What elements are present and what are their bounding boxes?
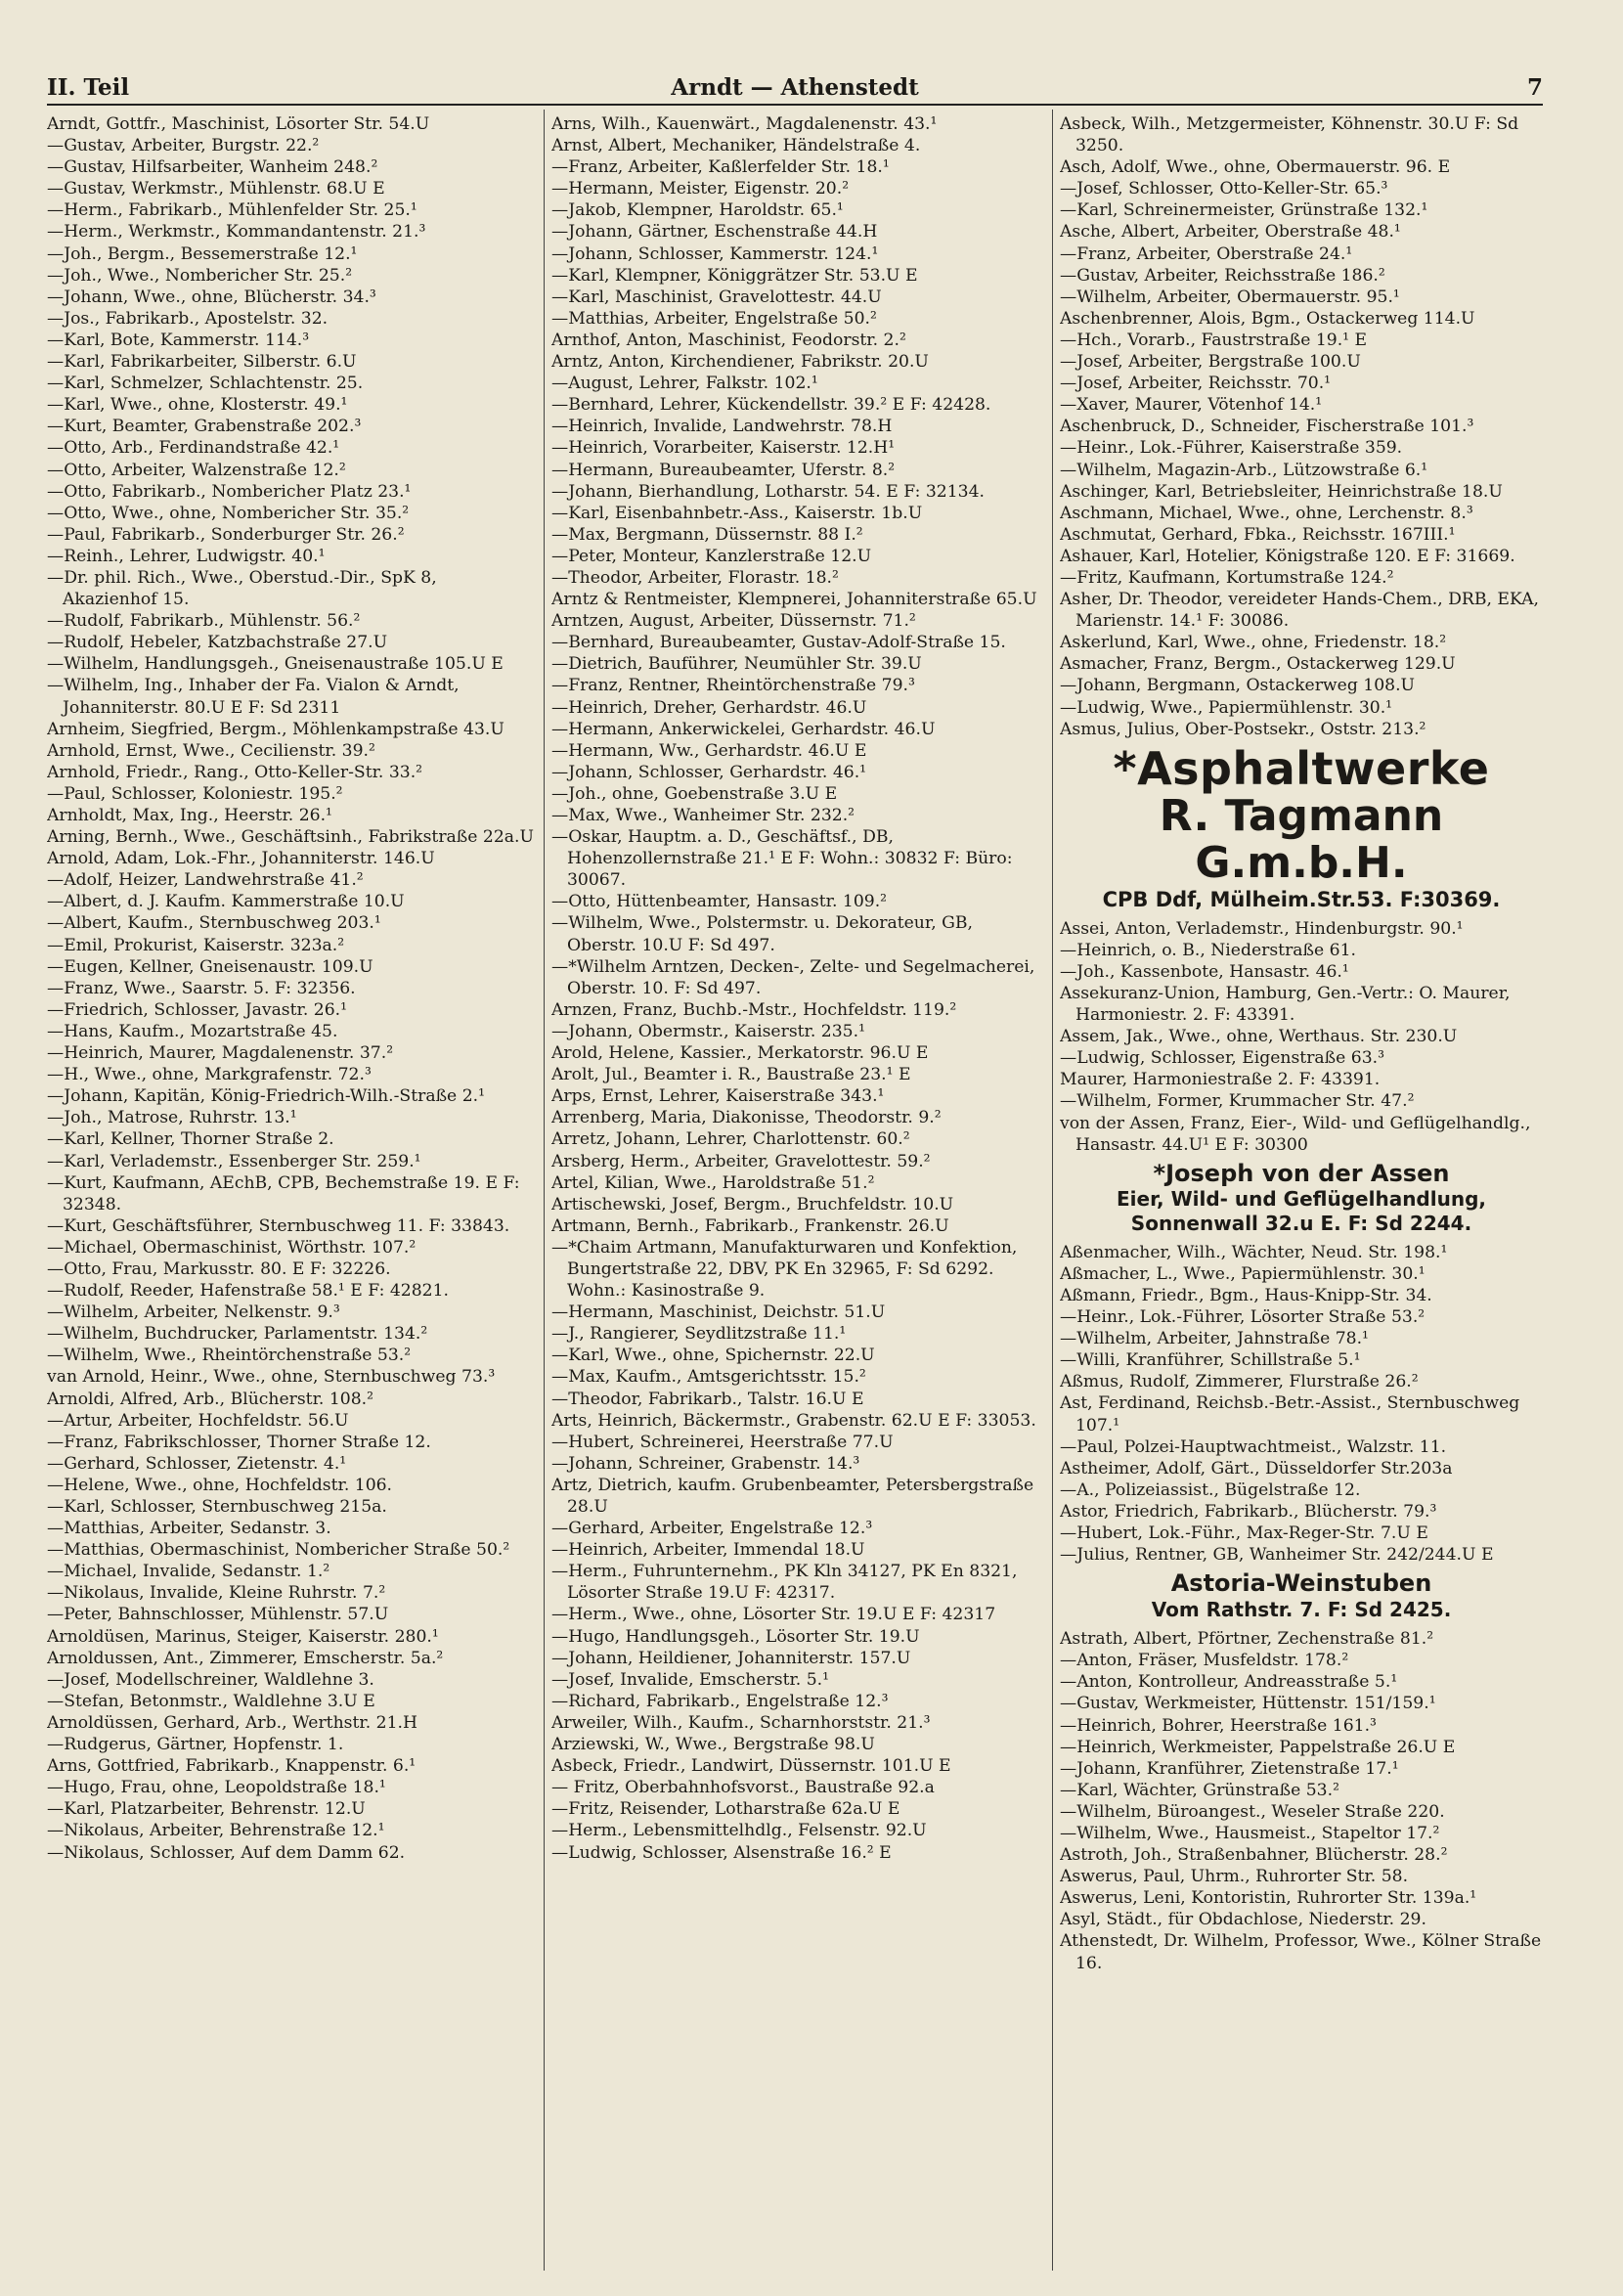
directory-entry: —Karl, Maschinist, Gravelottestr. 44.U xyxy=(551,287,882,307)
directory-entry: —Herm., Wwe., ohne, Lösorter Str. 19.U E F: 42317 xyxy=(551,1605,996,1625)
directory-entry: Athenstedt, Dr. Wilhelm, Professor, Wwe., Kölner Straße 16. xyxy=(1060,1931,1542,1973)
directory-entry: —Hermann, Ww., Gerhardstr. 46.U E xyxy=(551,740,867,761)
directory-entry: —Ludwig, Schlosser, Eigenstraße 63.³ xyxy=(1060,1048,1385,1069)
directory-entry: —Ludwig, Wwe., Papiermühlenstr. 30.¹ xyxy=(1060,697,1393,718)
directory-entry: Asbeck, Friedr., Landwirt, Düssernstr. 101.U E xyxy=(551,1756,951,1777)
directory-entry: —Karl, Wächter, Grünstraße 53.² xyxy=(1060,1780,1339,1800)
directory-entry: —Dietrich, Bauführer, Neumühler Str. 39.U xyxy=(551,654,922,675)
directory-entry: —Hch., Vorarb., Faustrstraße 19.¹ E xyxy=(1060,330,1368,350)
directory-entry: —Josef, Modellschreiner, Waldlehne 3. xyxy=(47,1669,374,1690)
directory-entry: Arretz, Johann, Lehrer, Charlottenstr. 60.² xyxy=(551,1129,910,1150)
directory-entry: Aschmutat, Gerhard, Fbka., Reichsstr. 167III.¹ xyxy=(1060,524,1456,545)
directory-entry: —H., Wwe., ohne, Markgrafenstr. 72.³ xyxy=(47,1065,372,1085)
directory-entry: Arnoldi, Alfred, Arb., Blücherstr. 108.² xyxy=(47,1389,373,1409)
directory-entry: —Franz, Arbeiter, Oberstraße 24.¹ xyxy=(1060,243,1353,264)
directory-entry: —Oskar, Hauptm. a. D., Geschäftsf., DB, Hohenzollernstraße 21.¹ E F: Wohn.: 30832 F: Büro: 30067. xyxy=(551,827,1013,891)
directory-entry: —Wilhelm, Wwe., Hausmeist., Stapeltor 17.² xyxy=(1060,1824,1440,1843)
ad-astoria-weinstuben xyxy=(1060,1569,1543,1622)
directory-entry: — Fritz, Oberbahnhofsvorst., Baustraße 92.a xyxy=(551,1778,935,1798)
directory-entry: —Rudolf, Reeder, Hafenstraße 58.¹ E F: 42821. xyxy=(47,1281,449,1302)
directory-entry: Arns, Gottfried, Fabrikarb., Knappenstr. 6.¹ xyxy=(47,1756,417,1777)
directory-entry: Arnoldussen, Ant., Zimmerer, Emscherstr. 5a.² xyxy=(47,1648,444,1668)
ad-title: *Asphaltwerke xyxy=(1113,741,1490,795)
ad-address: Sonnenwall 32.u E. F: Sd 2244. xyxy=(1130,1211,1472,1235)
directory-entry: —Rudgerus, Gärtner, Hopfenstr. 1. xyxy=(47,1735,344,1755)
column-2 xyxy=(551,113,1044,2273)
directory-entry: —Jos., Fabrikarb., Apostelstr. 32. xyxy=(47,308,329,329)
directory-entry: —Karl, Fabrikarbeiter, Silberstr. 6.U xyxy=(47,352,357,373)
directory-entry: —Albert, Kaufm., Sternbuschweg 203.¹ xyxy=(47,913,381,934)
directory-entry: —Kurt, Beamter, Grabenstraße 202.³ xyxy=(47,417,362,437)
directory-entry: —Eugen, Kellner, Gneisenaustr. 109.U xyxy=(47,956,373,977)
directory-entry: —Josef, Schlosser, Otto-Keller-Str. 65.³ xyxy=(1060,179,1388,199)
directory-entry: Arnst, Albert, Mechaniker, Händelstraße 4. xyxy=(551,136,921,156)
directory-entry: Aßmus, Rudolf, Zimmerer, Flurstraße 26.² xyxy=(1060,1372,1419,1392)
directory-entry: —Johann, Wwe., ohne, Blücherstr. 34.³ xyxy=(47,287,376,307)
directory-entry: —Wilhelm, Magazin-Arb., Lützowstraße 6.¹ xyxy=(1060,460,1428,480)
directory-entry: Ast, Ferdinand, Reichsb.-Betr.-Assist., Sternbuschweg 107.¹ xyxy=(1060,1393,1520,1435)
directory-entry: Arntzen, August, Arbeiter, Düssernstr. 71.² xyxy=(551,611,916,632)
directory-entry: —Josef, Arbeiter, Reichsstr. 70.¹ xyxy=(1060,374,1332,394)
directory-entry: —Karl, Platzarbeiter, Behrenstr. 12.U xyxy=(47,1799,366,1820)
directory-entry: Asyl, Städt., für Obdachlose, Niederstr. 29. xyxy=(1060,1910,1426,1930)
directory-entry: —Hans, Kaufm., Mozartstraße 45. xyxy=(47,1021,338,1041)
directory-entry: Aswerus, Paul, Uhrm., Ruhrorter Str. 58. xyxy=(1060,1867,1409,1887)
directory-entry: —Heinrich, o. B., Niederstraße 61. xyxy=(1060,940,1356,960)
directory-entry: —Otto, Arb., Ferdinandstraße 42.¹ xyxy=(47,438,340,459)
directory-entry: —Matthias, Obermaschinist, Nombericher Straße 50.² xyxy=(47,1540,510,1561)
directory-entry: —Joh., Kassenbote, Hansastr. 46.¹ xyxy=(1060,961,1349,982)
directory-entry: —Heinrich, Werkmeister, Pappelstraße 26.U E xyxy=(1060,1737,1456,1757)
directory-entry: —Anton, Fräser, Musfeldstr. 178.² xyxy=(1060,1651,1349,1671)
directory-entry: —Heinrich, Vorarbeiter, Kaiserstr. 12.H¹ xyxy=(551,438,896,459)
directory-entry: Arntz, Anton, Kirchendiener, Fabrikstr. 20.U xyxy=(551,352,929,373)
directory-entry: —Xaver, Maurer, Vötenhof 14.¹ xyxy=(1060,395,1323,416)
directory-entry: —Max, Kaufm., Amtsgerichtsstr. 15.² xyxy=(551,1367,866,1388)
directory-entry: Artmann, Bernh., Fabrikarb., Frankenstr. 26.U xyxy=(551,1215,949,1236)
directory-entry: Arnheim, Siegfried, Bergm., Möhlenkampstraße 43.U xyxy=(47,719,504,739)
directory-entry: Aschmann, Michael, Wwe., ohne, Lerchenstr. 8.³ xyxy=(1060,503,1473,523)
directory-entry: —Hermann, Maschinist, Deichstr. 51.U xyxy=(551,1303,886,1323)
directory-entry: Arnthof, Anton, Maschinist, Feodorstr. 2.² xyxy=(551,330,906,350)
directory-entry: —Friedrich, Schlosser, Javastr. 26.¹ xyxy=(47,999,348,1020)
directory-entry: —Rudolf, Fabrikarb., Mühlenstr. 56.² xyxy=(47,611,361,632)
column-1 xyxy=(47,113,536,2273)
directory-entry: —Fritz, Kaufmann, Kortumstraße 124.² xyxy=(1060,567,1394,588)
directory-entry: —Karl, Kellner, Thorner Straße 2. xyxy=(47,1129,334,1150)
directory-entry: —Anton, Kontrolleur, Andreasstraße 5.¹ xyxy=(1060,1672,1398,1693)
directory-entry: —Michael, Invalide, Sedanstr. 1.² xyxy=(47,1562,330,1582)
directory-entry: —Wilhelm, Arbeiter, Obermauerstr. 95.¹ xyxy=(1060,287,1400,307)
directory-entry: —Richard, Fabrikarb., Engelstraße 12.³ xyxy=(551,1691,889,1711)
directory-entry: —Adolf, Heizer, Landwehrstraße 41.² xyxy=(47,870,364,891)
column-3-entries-d xyxy=(1060,1628,1543,1974)
directory-entry: —Herm., Fuhrunternehm., PK Kln 34127, PK En 8321, Lösorter Straße 19.U F: 42317. xyxy=(551,1562,1018,1604)
directory-entry: Assem, Jak., Wwe., ohne, Werthaus. Str. 230.U xyxy=(1060,1027,1458,1047)
directory-entry: —August, Lehrer, Falkstr. 102.¹ xyxy=(551,374,818,394)
directory-entry: —Paul, Polzei-Hauptwachtmeist., Walzstr. 11. xyxy=(1060,1436,1447,1457)
directory-entry: —Gerhard, Arbeiter, Engelstraße 12.³ xyxy=(551,1519,873,1539)
directory-entry: Arolt, Jul., Beamter i. R., Baustraße 23.¹ E xyxy=(551,1065,911,1085)
directory-entry: van Arnold, Heinr., Wwe., ohne, Sternbuschweg 73.³ xyxy=(47,1367,496,1388)
directory-entry: —Josef, Invalide, Emscherstr. 5.¹ xyxy=(551,1669,830,1690)
directory-entry: —Franz, Arbeiter, Kaßlerfelder Str. 18.¹ xyxy=(551,157,890,178)
directory-entry: Aßmacher, L., Wwe., Papiermühlenstr. 30.¹ xyxy=(1060,1263,1426,1284)
directory-entry: —Joh., Wwe., Nombericher Str. 25.² xyxy=(47,265,353,286)
directory-entry: Arsberg, Herm., Arbeiter, Gravelottestr. 59.² xyxy=(551,1151,931,1171)
directory-entry: Aßmann, Friedr., Bgm., Haus-Knipp-Str. 34. xyxy=(1060,1285,1432,1305)
directory-entry: —Max, Bergmann, Düssernstr. 88 I.² xyxy=(551,524,863,545)
directory-entry: —Gustav, Hilfsarbeiter, Wanheim 248.² xyxy=(47,157,378,178)
ad-joseph-von-der-assen xyxy=(1060,1160,1543,1236)
directory-entry: Asmacher, Franz, Bergm., Ostackerweg 129.U xyxy=(1060,654,1456,675)
directory-entry: —Otto, Hüttenbeamter, Hansastr. 109.² xyxy=(551,892,888,912)
directory-entry: —Karl, Verlademstr., Essenberger Str. 259.¹ xyxy=(47,1151,421,1171)
directory-entry: —Wilhelm, Arbeiter, Nelkenstr. 9.³ xyxy=(47,1303,340,1323)
directory-entry: Arold, Helene, Kassier., Merkatorstr. 96.U E xyxy=(551,1043,929,1064)
directory-entry: —Johann, Bierhandlung, Lotharstr. 54. E F: 32134. xyxy=(551,481,985,502)
directory-entry: —Heinrich, Invalide, Landwehrstr. 78.H xyxy=(551,417,893,437)
directory-entry: —Joh., Matrose, Ruhrstr. 13.¹ xyxy=(47,1108,297,1128)
directory-entry: Aswerus, Leni, Kontoristin, Ruhrorter Str. 139a.¹ xyxy=(1060,1888,1477,1909)
directory-entry: —Paul, Schlosser, Koloniestr. 195.² xyxy=(47,783,343,804)
directory-entry: —Max, Wwe., Wanheimer Str. 232.² xyxy=(551,806,855,825)
directory-entry: —Gustav, Arbeiter, Burgstr. 22.² xyxy=(47,136,320,156)
directory-entry: —Helene, Wwe., ohne, Hochfeldstr. 106. xyxy=(47,1475,393,1495)
directory-entry: —Nikolaus, Schlosser, Auf dem Damm 62. xyxy=(47,1842,406,1863)
directory-entry: —Karl, Wwe., ohne, Spichernstr. 22.U xyxy=(551,1346,875,1366)
directory-entry: —Karl, Schlosser, Sternbuschweg 215a. xyxy=(47,1497,387,1517)
ad-address: Vom Rathstr. 7. F: Sd 2425. xyxy=(1151,1598,1452,1622)
directory-entry: —Karl, Eisenbahnbetr.-Ass., Kaiserstr. 1b.U xyxy=(551,503,923,523)
directory-entry: —Otto, Frau, Markusstr. 80. E F: 32226. xyxy=(47,1258,391,1279)
directory-page xyxy=(47,74,1543,2274)
directory-entry: —Karl, Wwe., ohne, Klosterstr. 49.¹ xyxy=(47,395,348,416)
directory-entry: Artischewski, Josef, Bergm., Bruchfeldstr. 10.U xyxy=(551,1194,954,1214)
directory-entry: —Artur, Arbeiter, Hochfeldstr. 56.U xyxy=(47,1410,349,1431)
directory-entry: Arnold, Adam, Lok.-Fhr., Johanniterstr. 146.U xyxy=(47,849,435,869)
directory-entry: —Stefan, Betonmstr., Waldlehne 3.U E xyxy=(47,1691,375,1711)
directory-entry: Aschenbrenner, Alois, Bgm., Ostackerweg 114.U xyxy=(1060,308,1475,329)
directory-entry: —Wilhelm, Büroangest., Weseler Straße 220. xyxy=(1060,1801,1445,1822)
directory-entry: —Johann, Kranführer, Zietenstraße 17.¹ xyxy=(1060,1758,1399,1779)
directory-entry: —Albert, d. J. Kaufm. Kammerstraße 10.U xyxy=(47,892,405,912)
directory-entry: Arning, Bernh., Wwe., Geschäftsinh., Fabrikstraße 22a.U xyxy=(47,827,534,848)
directory-entry: —Wilhelm, Ing., Inhaber der Fa. Vialon & Arndt, Johanniterstr. 80.U E F: Sd 2311 xyxy=(47,676,460,718)
directory-entry: —Matthias, Arbeiter, Sedanstr. 3. xyxy=(47,1519,331,1539)
ad-title: *Joseph von der Assen xyxy=(1153,1159,1450,1187)
directory-entry: —*Chaim Artmann, Manufakturwaren und Konfektion, Bungertstraße 22, DBV, PK En 32965, F: Sd 6292. Wohn.: Kasinostraße 9. xyxy=(551,1237,1018,1302)
directory-entry: Arns, Wilh., Kauenwärt., Magdalenenstr. 43.¹ xyxy=(551,114,938,134)
directory-entry: Asche, Albert, Arbeiter, Oberstraße 48.¹ xyxy=(1060,222,1401,243)
directory-entry: —Hubert, Lok.-Führ., Max-Reger-Str. 7.U E xyxy=(1060,1523,1428,1543)
directory-entry: —Josef, Arbeiter, Bergstraße 100.U xyxy=(1060,352,1361,373)
directory-entry: —Hubert, Schreinerei, Heerstraße 77.U xyxy=(551,1432,894,1452)
page-title: Arndt — Athenstedt xyxy=(671,74,919,101)
directory-entry: —Gustav, Werkmeister, Hüttenstr. 151/159.¹ xyxy=(1060,1694,1436,1714)
directory-entry: Asmus, Julius, Ober-Postsekr., Oststr. 213.² xyxy=(1060,719,1426,739)
directory-entry: —Emil, Prokurist, Kaiserstr. 323a.² xyxy=(47,935,345,955)
directory-entry: Artel, Kilian, Wwe., Haroldstraße 51.² xyxy=(551,1172,875,1193)
ad-asphaltwerke xyxy=(1060,741,1543,912)
directory-entry: Asher, Dr. Theodor, vereideter Hands-Chem., DRB, EKA, Marienstr. 14.¹ F: 30086. xyxy=(1060,590,1539,632)
directory-entry: —Heinrich, Bohrer, Heerstraße 161.³ xyxy=(1060,1715,1377,1736)
directory-entry: —Otto, Fabrikarb., Nombericher Platz 23.¹ xyxy=(47,481,412,502)
directory-entry: —Karl, Schreinermeister, Grünstraße 132.¹ xyxy=(1060,200,1428,221)
directory-entry: —Otto, Arbeiter, Walzenstraße 12.² xyxy=(47,460,346,480)
directory-entry: —Joh., ohne, Goebenstraße 3.U E xyxy=(551,783,838,804)
directory-entry: —Johann, Obermstr., Kaiserstr. 235.¹ xyxy=(551,1021,865,1041)
directory-entry: Arweiler, Wilh., Kaufm., Scharnhorststr. 21.³ xyxy=(551,1712,931,1733)
directory-entry: Astor, Friedrich, Fabrikarb., Blücherstr. 79.³ xyxy=(1060,1501,1437,1522)
directory-entry: Arps, Ernst, Lehrer, Kaiserstraße 343.¹ xyxy=(551,1086,885,1107)
ad-company: R. Tagmann G.m.b.H. xyxy=(1159,790,1444,888)
directory-entry: Arntz & Rentmeister, Klempnerei, Johanniterstraße 65.U xyxy=(551,590,1037,610)
directory-entry: —Michael, Obermaschinist, Wörthstr. 107.² xyxy=(47,1237,417,1258)
directory-entry: —Johann, Gärtner, Eschenstraße 44.H xyxy=(551,222,878,243)
column-3-entries-b xyxy=(1060,918,1543,1156)
directory-entry: Arrenberg, Maria, Diakonisse, Theodorstr. 9.² xyxy=(551,1108,942,1128)
directory-entry: —Herm., Lebensmittelhdlg., Felsenstr. 92.U xyxy=(551,1821,927,1841)
directory-entry: —Karl, Klempner, Königgrätzer Str. 53.U E xyxy=(551,265,918,286)
directory-entry: —Theodor, Fabrikarb., Talstr. 16.U E xyxy=(551,1389,864,1409)
directory-entry: —Gustav, Werkmstr., Mühlenstr. 68.U E xyxy=(47,179,385,199)
directory-entry: Aschinger, Karl, Betriebsleiter, Heinrichstraße 18.U xyxy=(1060,481,1503,502)
directory-entry: —Wilhelm, Buchdrucker, Parlamentstr. 134.² xyxy=(47,1324,428,1345)
directory-entry: —Paul, Fabrikarb., Sonderburger Str. 26.² xyxy=(47,524,405,545)
directory-entry: Arnhold, Ernst, Wwe., Cecilienstr. 39.² xyxy=(47,740,375,761)
directory-entry: —Hermann, Ankerwickelei, Gerhardstr. 46.U xyxy=(551,719,936,739)
directory-entry: —J., Rangierer, Seydlitzstraße 11.¹ xyxy=(551,1324,847,1345)
directory-entry: —Gustav, Arbeiter, Reichsstraße 186.² xyxy=(1060,265,1385,286)
ad-title: Astoria-Weinstuben xyxy=(1170,1569,1432,1598)
directory-entry: —Herm., Fabrikarb., Mühlenfelder Str. 25.¹ xyxy=(47,200,417,221)
directory-entry: —Julius, Rentner, GB, Wanheimer Str. 242/244.U E xyxy=(1060,1545,1494,1566)
directory-entry: Arnoldüssen, Gerhard, Arb., Werthstr. 21.H xyxy=(47,1712,417,1733)
directory-entry: —Kurt, Geschäftsführer, Sternbuschweg 11. F: 33843. xyxy=(47,1215,510,1236)
directory-entry: —Johann, Heildiener, Johanniterstr. 157.U xyxy=(551,1648,911,1668)
directory-entry: Asch, Adolf, Wwe., ohne, Obermauerstr. 96. E xyxy=(1060,157,1451,178)
directory-entry: —Johann, Schreiner, Grabenstr. 14.³ xyxy=(551,1453,860,1474)
directory-entry: —Karl, Schmelzer, Schlachtenstr. 25. xyxy=(47,374,364,394)
directory-entry: —Peter, Bahnschlosser, Mühlenstr. 57.U xyxy=(47,1605,389,1625)
directory-entry: Arnholdt, Max, Ing., Heerstr. 26.¹ xyxy=(47,806,332,825)
directory-entry: —Franz, Wwe., Saarstr. 5. F: 32356. xyxy=(47,978,356,998)
directory-entry: —Otto, Wwe., ohne, Nombericher Str. 35.² xyxy=(47,503,410,523)
directory-entry: —Joh., Bergm., Bessemerstraße 12.¹ xyxy=(47,243,358,264)
page-header xyxy=(47,74,1543,106)
directory-entry: —Willi, Kranführer, Schillstraße 5.¹ xyxy=(1060,1350,1361,1371)
directory-entry: —Franz, Rentner, Rheintörchenstraße 79.³ xyxy=(551,676,915,696)
directory-entry: Astheimer, Adolf, Gärt., Düsseldorfer Str.203a xyxy=(1060,1458,1453,1479)
directory-entry: —*Wilhelm Arntzen, Decken-, Zelte- und Segelmacherei, Oberstr. 10. F: Sd 497. xyxy=(551,956,1035,998)
directory-entry: —Dr. phil. Rich., Wwe., Oberstud.-Dir., SpK 8, Akazienhof 15. xyxy=(47,567,437,610)
column-3 xyxy=(1060,113,1543,2273)
directory-entry: —Gerhard, Schlosser, Zietenstr. 4.¹ xyxy=(47,1453,347,1474)
directory-entry: Aschenbruck, D., Schneider, Fischerstraße 101.³ xyxy=(1060,417,1474,437)
directory-entry: Arndt, Gottfr., Maschinist, Lösorter Str. 54.U xyxy=(47,114,430,134)
directory-entry: —Fritz, Reisender, Lotharstraße 62a.U E xyxy=(551,1799,900,1820)
directory-entry: Asbeck, Wilh., Metzgermeister, Köhnenstr. 30.U F: Sd 3250. xyxy=(1060,114,1519,156)
directory-entry: Assekuranz-Union, Hamburg, Gen.-Vertr.: O. Maurer, Harmoniestr. 2. F: 43391. xyxy=(1060,984,1511,1026)
directory-entry: —Nikolaus, Invalide, Kleine Ruhrstr. 7.² xyxy=(47,1583,386,1604)
page-number: 7 xyxy=(1526,74,1543,101)
directory-entry: Askerlund, Karl, Wwe., ohne, Friedenstr. 18.² xyxy=(1060,633,1447,653)
directory-entry: —Wilhelm, Wwe., Polstermstr. u. Dekorateur, GB, Oberstr. 10.U F: Sd 497. xyxy=(551,913,973,955)
directory-entry: —Wilhelm, Wwe., Rheintörchenstraße 53.² xyxy=(47,1346,412,1366)
directory-entry: —Franz, Fabrikschlosser, Thorner Straße 12. xyxy=(47,1432,431,1452)
directory-entry: —Bernhard, Bureaubeamter, Gustav-Adolf-Straße 15. xyxy=(551,633,1006,653)
ad-business: Eier, Wild- und Geflügelhandlung, xyxy=(1117,1186,1486,1211)
directory-entry: —Hugo, Handlungsgeh., Lösorter Str. 19.U xyxy=(551,1626,920,1647)
directory-entry: —Wilhelm, Former, Krummacher Str. 47.² xyxy=(1060,1091,1415,1112)
directory-entry: —Hugo, Frau, ohne, Leopoldstraße 18.¹ xyxy=(47,1778,386,1798)
directory-entry: —Heinr., Lok.-Führer, Kaiserstraße 359. xyxy=(1060,438,1403,459)
directory-entry: —Heinrich, Arbeiter, Immendal 18.U xyxy=(551,1540,865,1561)
directory-entry: Arts, Heinrich, Bäckermstr., Grabenstr. 62.U E F: 33053. xyxy=(551,1410,1036,1431)
directory-entry: —Heinr., Lok.-Führer, Lösorter Straße 53.² xyxy=(1060,1307,1426,1328)
directory-entry: —Hermann, Bureaubeamter, Uferstr. 8.² xyxy=(551,460,896,480)
column-divider xyxy=(544,110,545,2271)
directory-entry: —Heinrich, Maurer, Magdalenenstr. 37.² xyxy=(47,1043,394,1064)
directory-entry: Arnhold, Friedr., Rang., Otto-Keller-Str. 33.² xyxy=(47,762,423,782)
directory-entry: Astrath, Albert, Pförtner, Zechenstraße 81.² xyxy=(1060,1629,1434,1650)
directory-entry: —Theodor, Arbeiter, Florastr. 18.² xyxy=(551,567,839,588)
directory-entry: —Wilhelm, Arbeiter, Jahnstraße 78.¹ xyxy=(1060,1329,1369,1349)
directory-entry: —Matthias, Arbeiter, Engelstraße 50.² xyxy=(551,308,877,329)
directory-entry: Arnzen, Franz, Buchb.-Mstr., Hochfeldstr. 119.² xyxy=(551,999,957,1020)
section-label: II. Teil xyxy=(47,74,130,101)
directory-entry: —Heinrich, Dreher, Gerhardstr. 46.U xyxy=(551,697,867,718)
directory-entry: —Karl, Bote, Kammerstr. 114.³ xyxy=(47,330,310,350)
column-divider xyxy=(1052,110,1053,2271)
column-3-entries-a xyxy=(1060,113,1543,740)
directory-entry: von der Assen, Franz, Eier-, Wild- und Geflügelhandlg., Hansastr. 44.U¹ E F: 30300 xyxy=(1060,1113,1531,1155)
directory-entry: Astroth, Joh., Straßenbahner, Blücherstr. 28.² xyxy=(1060,1845,1448,1866)
directory-entry: —Hermann, Meister, Eigenstr. 20.² xyxy=(551,179,850,199)
directory-entry: —Rudolf, Hebeler, Katzbachstraße 27.U xyxy=(47,633,388,653)
directory-entry: Arnoldüsen, Marinus, Steiger, Kaiserstr. 280.¹ xyxy=(47,1626,439,1647)
directory-entry: —Johann, Schlosser, Gerhardstr. 46.¹ xyxy=(551,762,867,782)
directory-entry: —Johann, Kapitän, König-Friedrich-Wilh.-Straße 2.¹ xyxy=(47,1086,485,1107)
directory-entry: —Reinh., Lehrer, Ludwigstr. 40.¹ xyxy=(47,546,326,566)
directory-entry: —Nikolaus, Arbeiter, Behrenstraße 12.¹ xyxy=(47,1821,385,1841)
directory-entry: Assei, Anton, Verlademstr., Hindenburgstr. 90.¹ xyxy=(1060,918,1464,939)
directory-entry: Aßenmacher, Wilh., Wächter, Neud. Str. 198.¹ xyxy=(1060,1242,1448,1262)
directory-entry: Artz, Dietrich, kaufm. Grubenbeamter, Petersbergstraße 28.U xyxy=(551,1475,1034,1517)
directory-entry: —Herm., Werkmstr., Kommandantenstr. 21.³ xyxy=(47,222,426,243)
directory-entry: —Peter, Monteur, Kanzlerstraße 12.U xyxy=(551,546,872,566)
directory-entry: —Bernhard, Lehrer, Kückendellstr. 39.² E F: 42428. xyxy=(551,395,991,416)
directory-entry: Maurer, Harmoniestraße 2. F: 43391. xyxy=(1060,1070,1381,1090)
column-3-entries-c xyxy=(1060,1242,1543,1566)
directory-entry: Ashauer, Karl, Hotelier, Königstraße 120. E F: 31669. xyxy=(1060,546,1515,566)
directory-entry: —Wilhelm, Handlungsgeh., Gneisenaustraße 105.U E xyxy=(47,654,504,675)
directory-entry: —Kurt, Kaufmann, AEchB, CPB, Bechemstraße 19. E F: 32348. xyxy=(47,1172,520,1214)
directory-entry: —Johann, Bergmann, Ostackerweg 108.U xyxy=(1060,676,1416,696)
directory-entry: —Johann, Schlosser, Kammerstr. 124.¹ xyxy=(551,243,879,264)
ad-address: CPB Ddf, Mülheim.Str.53. F:30369. xyxy=(1102,887,1501,911)
directory-entry: —Jakob, Klempner, Haroldstr. 65.¹ xyxy=(551,200,844,221)
directory-entry: —Ludwig, Schlosser, Alsenstraße 16.² E xyxy=(551,1842,892,1863)
directory-entry: —A., Polizeiassist., Bügelstraße 12. xyxy=(1060,1479,1361,1500)
directory-entry: Arziewski, W., Wwe., Bergstraße 98.U xyxy=(551,1735,875,1755)
